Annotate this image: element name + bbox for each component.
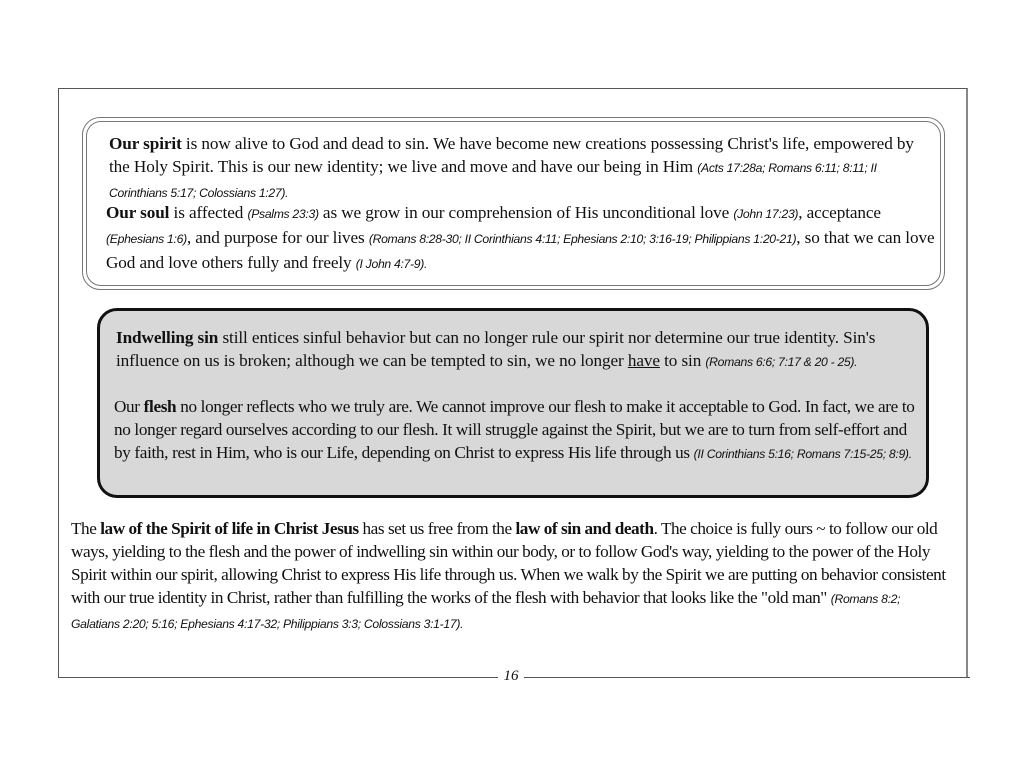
soul-reference-4: (Romans 8:28-30; II Corinthians 4:11; Ephesians 2:10; 3:16-19; Philippians 1:20-21): [368, 232, 797, 246]
sin-text-2: to sin: [659, 351, 706, 370]
footer-rule-right: [524, 677, 970, 678]
flesh-paragraph: [114, 395, 920, 466]
soul-reference-2: (John 17:23): [733, 207, 799, 221]
flesh-text-2: no longer reflects who we truly are. We cannot improve our flesh to make it acceptable to God. In fact, we are to no longer regard ourselves according to our flesh. It will struggle against the Spirit, but we are to turn from self-effort and by faith, rest in Him, who is our Life, depending on Christ to express His life through us: [114, 397, 915, 462]
soul-text-1: is affected: [169, 203, 248, 222]
indwelling-sin-paragraph: [116, 326, 916, 374]
sin-reference: (Romans 6:6; 7:17 & 20 - 25).: [705, 355, 858, 369]
sin-underlined-word: have: [627, 351, 660, 370]
soul-heading: Our soul: [106, 203, 170, 222]
law-text-1: The: [71, 519, 101, 538]
law-text-2: has set us free from the: [358, 519, 516, 538]
law-bold-2: law of sin and death: [515, 519, 654, 538]
flesh-heading: flesh: [143, 397, 177, 416]
sin-text-1: still entices sinful behavior but can no longer rule our spirit nor determine our true identity. Sin's influence on us is broken; although we can be tempted to sin, we no longer: [116, 328, 876, 370]
footer-rule-left: [58, 677, 498, 678]
soul-text-3: , acceptance: [798, 203, 881, 222]
soul-text-4: , and purpose for our lives: [186, 228, 369, 247]
soul-reference-3: (Ephesians 1:6): [106, 232, 187, 246]
soul-reference-1: (Psalms 23:3): [247, 207, 319, 221]
soul-paragraph: [106, 201, 936, 276]
soul-text-5: , so that we can love God and love others fully and freely: [106, 228, 935, 272]
spirit-reference: (Acts 17:28a; Romans 6:11; 8:11; II Corinthians 5:17; Colossians 1:27).: [109, 161, 877, 200]
flesh-text-1: Our: [114, 397, 144, 416]
spirit-paragraph: [109, 132, 929, 205]
law-text-3: . The choice is fully ours ~ to follow our old ways, yielding to the flesh and the power of indwelling sin within our body, or to follow God's way, yielding to the power of the Holy Spirit within our spirit, allowing Christ to express His life through us. When we walk by the Spirit we are putting on behavior consistent with our true identity in Christ, rather than fulfilling the works of the flesh with behavior that looks like the "old man": [71, 519, 946, 607]
law-reference: (Romans 8:2; Galatians 2:20; 5:16; Ephesians 4:17-32; Philippians 3:3; Colossians 3:1-17).: [71, 592, 901, 631]
law-paragraph: [71, 517, 951, 636]
spirit-heading: Our spirit: [109, 134, 182, 153]
flesh-reference: (II Corinthians 5:16; Romans 7:15-25; 8:9).: [693, 447, 912, 461]
spirit-text: is now alive to God and dead to sin. We have become new creations possessing Christ's life, empowered by the Holy Spirit. This is our new identity; we live and move and have our being in Him: [109, 134, 914, 176]
page-number: 16: [503, 668, 519, 684]
soul-text-2: as we grow in our comprehension of His unconditional love: [318, 203, 734, 222]
soul-reference-5: (I John 4:7-9).: [355, 257, 428, 271]
sin-heading: Indwelling sin: [116, 328, 219, 347]
law-bold-1: law of the Spirit of life in Christ Jesus: [100, 519, 359, 538]
